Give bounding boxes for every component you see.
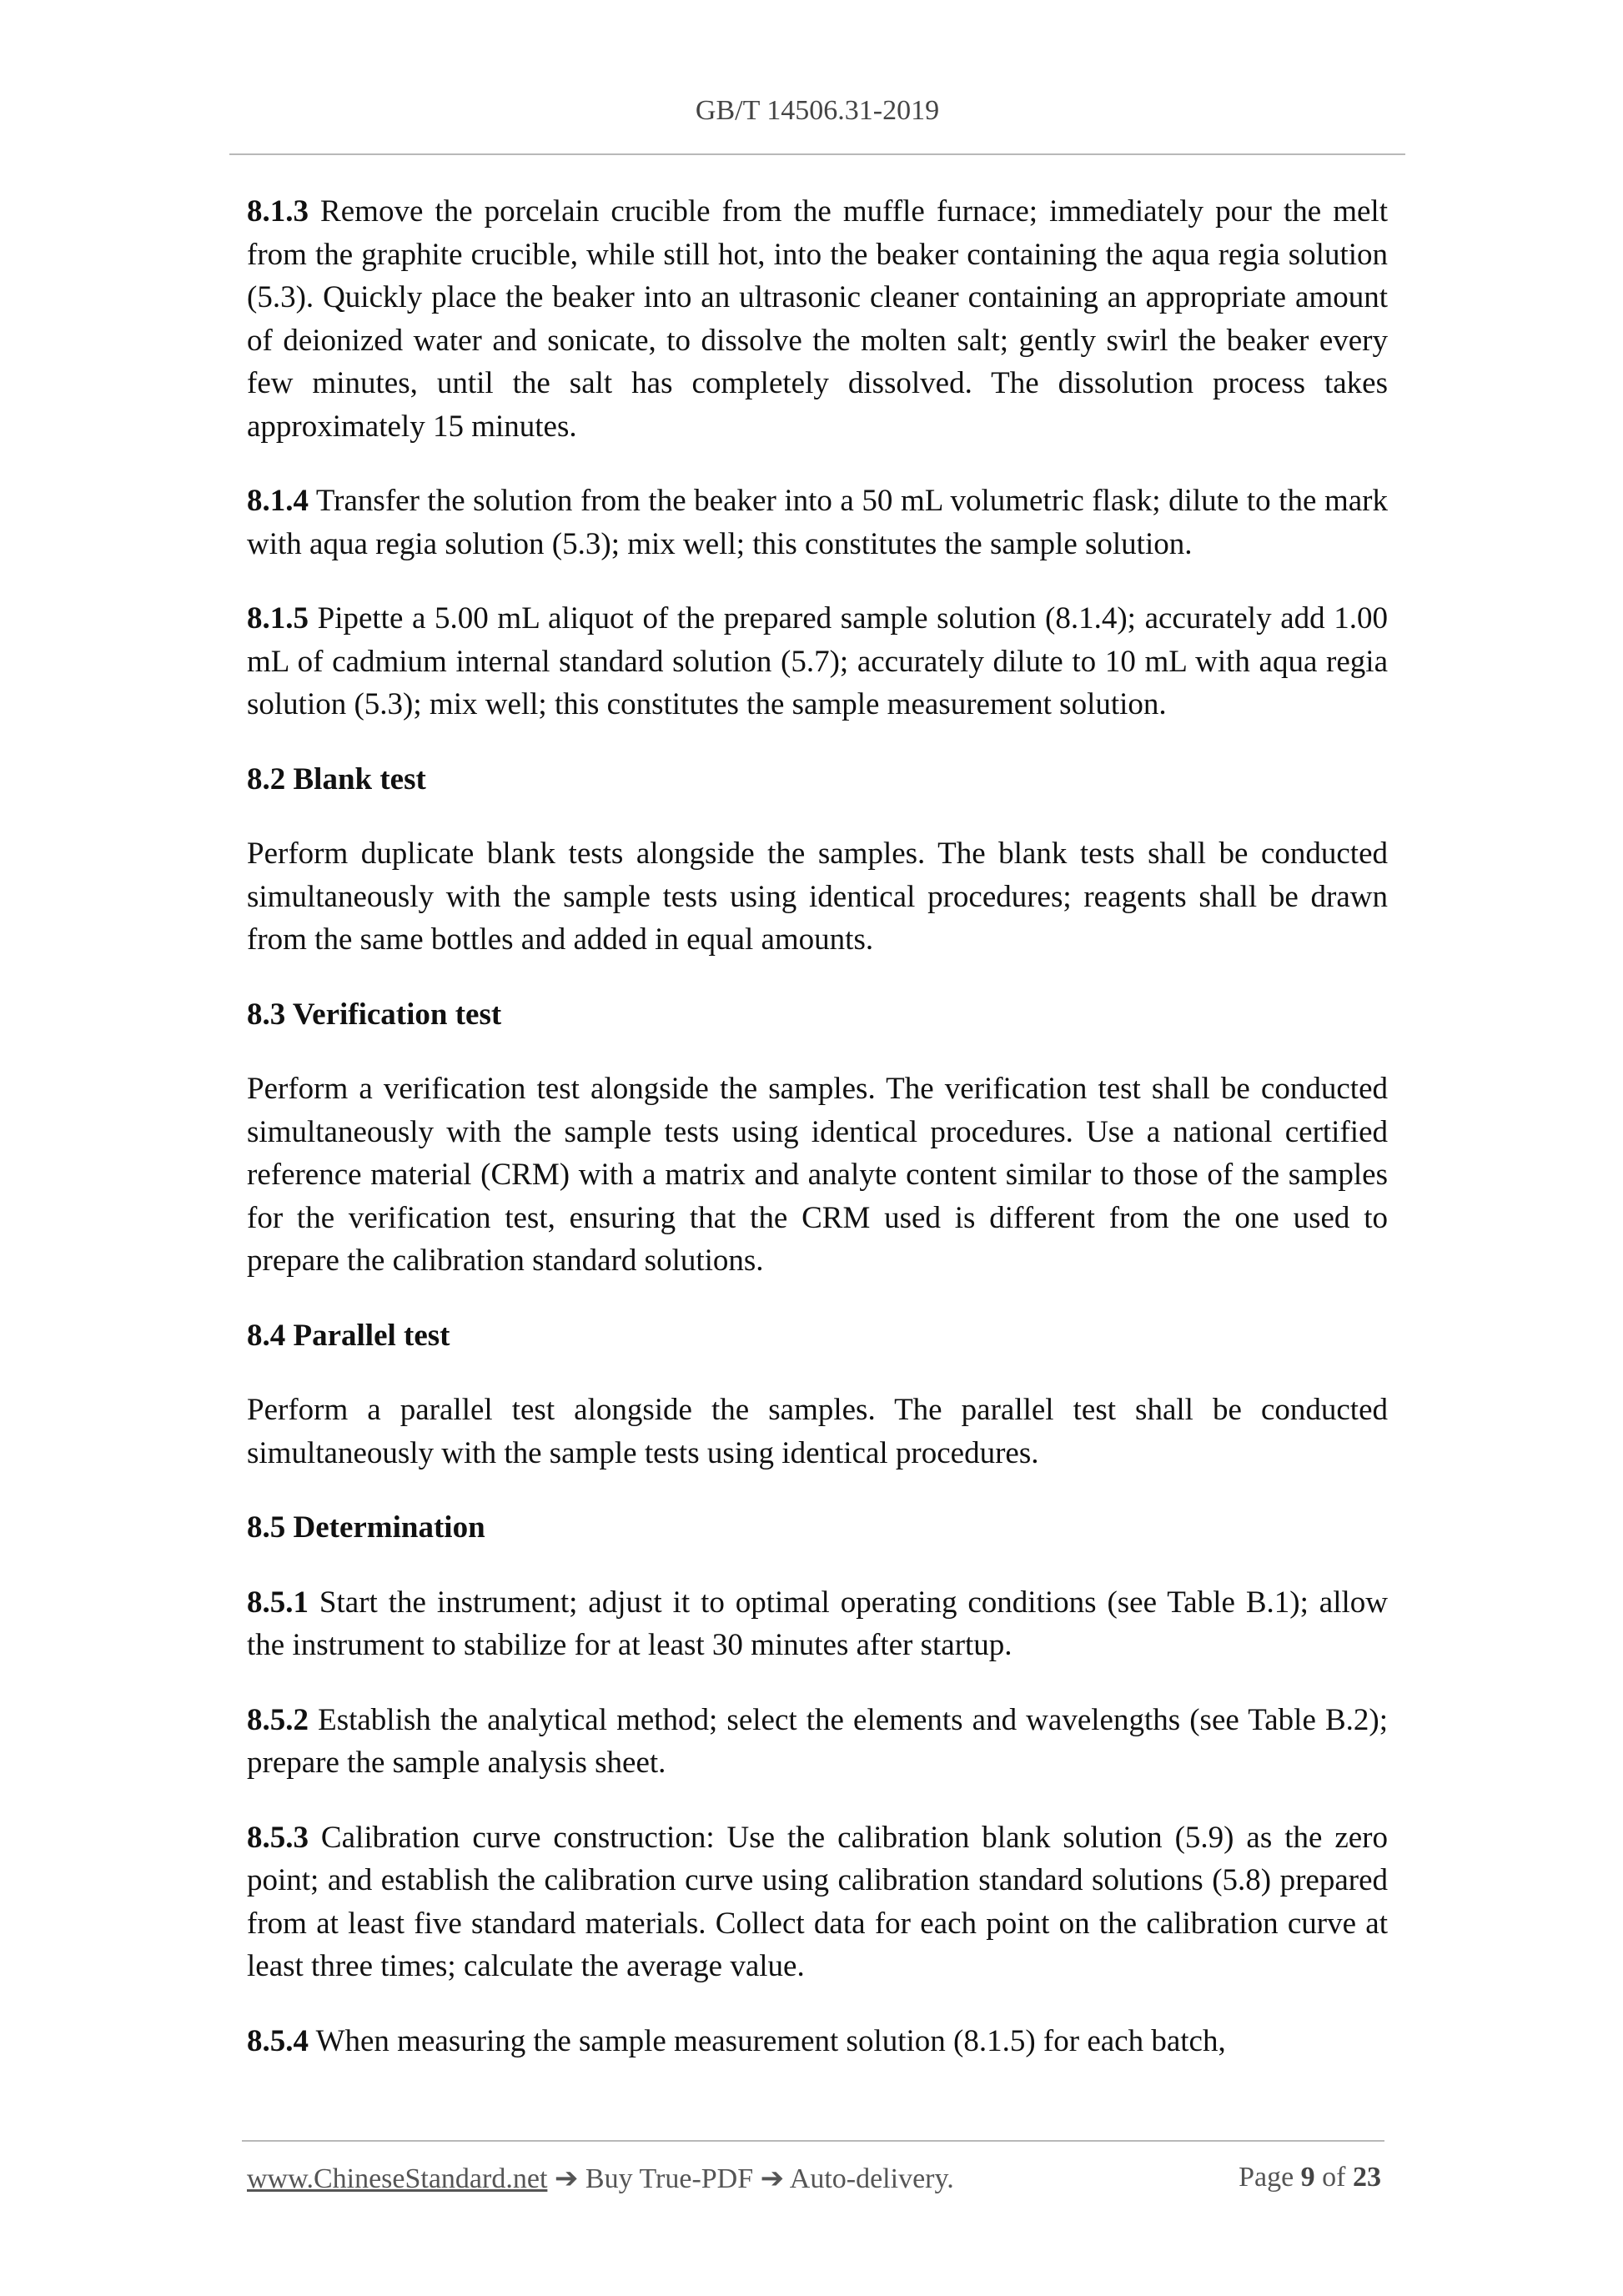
buy-pdf-text: Buy True-PDF xyxy=(585,2163,754,2194)
clause-number: 8.1.4 xyxy=(247,484,309,518)
clause-8-5-2 xyxy=(247,1699,1388,1785)
clause-number: 8.5.3 xyxy=(247,1820,309,1855)
clause-text: Remove the porcelain crucible from the muffle furnace; immediately pour the melt from the graphite crucible, while still hot, into the beaker containing the aqua regia solution (5.3). Quickly place the beaker into an ultrasonic cleaner containing an appropriate amount of deionized water and sonicate, to dissolve the molten salt; gently swirl the beaker every few minutes, until the salt has completely dissolved. The dissolution process takes approximately 15 minutes. xyxy=(247,194,1388,444)
arrow-right-icon: ➔ xyxy=(753,2163,790,2194)
page-header: GB/T 14506.31-2019 xyxy=(695,95,940,126)
heading-determination: 8.5 Determination xyxy=(247,1510,485,1545)
clause-text: Calibration curve construction: Use the calibration blank solution (5.9) as the zero point; and establish the calibration curve using calibration standard solutions (5.8) prepared from at least five standard materials. Collect data for each point on the calibration curve at least three times; calculate the average value. xyxy=(247,1820,1388,1983)
clause-number: 8.1.5 xyxy=(247,601,309,636)
header-divider xyxy=(229,153,1405,155)
document-body xyxy=(247,190,1388,2094)
clause-number: 8.1.3 xyxy=(247,194,309,229)
clause-text: Establish the analytical method; select the elements and wavelengths (see Table B.2); prepare the sample analysis sheet. xyxy=(247,1702,1388,1780)
page-label: Page xyxy=(1239,2162,1301,2193)
clause-number: 8.5.1 xyxy=(247,1585,309,1620)
website-link[interactable]: www.ChineseStandard.net xyxy=(247,2163,548,2194)
clause-8-1-5 xyxy=(247,597,1388,726)
page-indicator xyxy=(1239,2162,1381,2193)
footer-promo xyxy=(247,2162,954,2195)
clause-8-5-4 xyxy=(247,2020,1388,2063)
clause-text: When measuring the sample measurement solution (8.1.5) for each batch, xyxy=(309,2023,1226,2058)
parallel-test-text: Perform a parallel test alongside the samples. The parallel test shall be conducted simultaneously with the sample tests using identical procedures. xyxy=(247,1393,1388,1470)
clause-8-5-1 xyxy=(247,1581,1388,1667)
clause-text: Transfer the solution from the beaker into a 50 mL volumetric flask; dilute to the mark with aqua regia solution (5.3); mix well; this constitutes the sample solution. xyxy=(247,484,1388,561)
total-pages-number: 23 xyxy=(1353,2162,1381,2193)
verification-test-text: Perform a verification test alongside the samples. The verification test shall be conducted simultaneously with the sample tests using identical procedures. Use a national certified reference material (CRM) with a matrix and analyte content similar to those of the samples for the verification test, ensuring that the CRM used is different from the one used to prepare the calibration standard solutions. xyxy=(247,1072,1388,1278)
clause-8-1-4 xyxy=(247,480,1388,565)
clause-number: 8.5.4 xyxy=(247,2023,309,2058)
clause-number: 8.5.2 xyxy=(247,1702,309,1737)
heading-parallel-test: 8.4 Parallel test xyxy=(247,1318,450,1353)
clause-8-1-3 xyxy=(247,190,1388,448)
heading-verification-test: 8.3 Verification test xyxy=(247,997,502,1032)
current-page-number: 9 xyxy=(1300,2162,1315,2193)
arrow-right-icon: ➔ xyxy=(547,2163,585,2194)
clause-8-5-3 xyxy=(247,1816,1388,1988)
footer-divider xyxy=(242,2140,1384,2142)
blank-test-text: Perform duplicate blank tests alongside the samples. The blank tests shall be conducted simultaneously with the sample tests using identical procedures; reagents shall be drawn from the same bottles and added in equal amounts. xyxy=(247,837,1388,957)
heading-blank-test: 8.2 Blank test xyxy=(247,761,426,796)
clause-text: Pipette a 5.00 mL aliquot of the prepared sample solution (8.1.4); accurately add 1.00 mL of cadmium internal standard solution (5.7); accurately dilute to 10 mL with aqua regia solution (5.3); mix well; this constitutes the sample measurement solution. xyxy=(247,601,1388,721)
clause-text: Start the instrument; adjust it to optimal operating conditions (see Table B.1); allow the instrument to stabilize for at least 30 minutes after startup. xyxy=(247,1585,1388,1662)
of-label: of xyxy=(1314,2162,1353,2193)
auto-delivery-text: Auto-delivery. xyxy=(789,2163,954,2194)
